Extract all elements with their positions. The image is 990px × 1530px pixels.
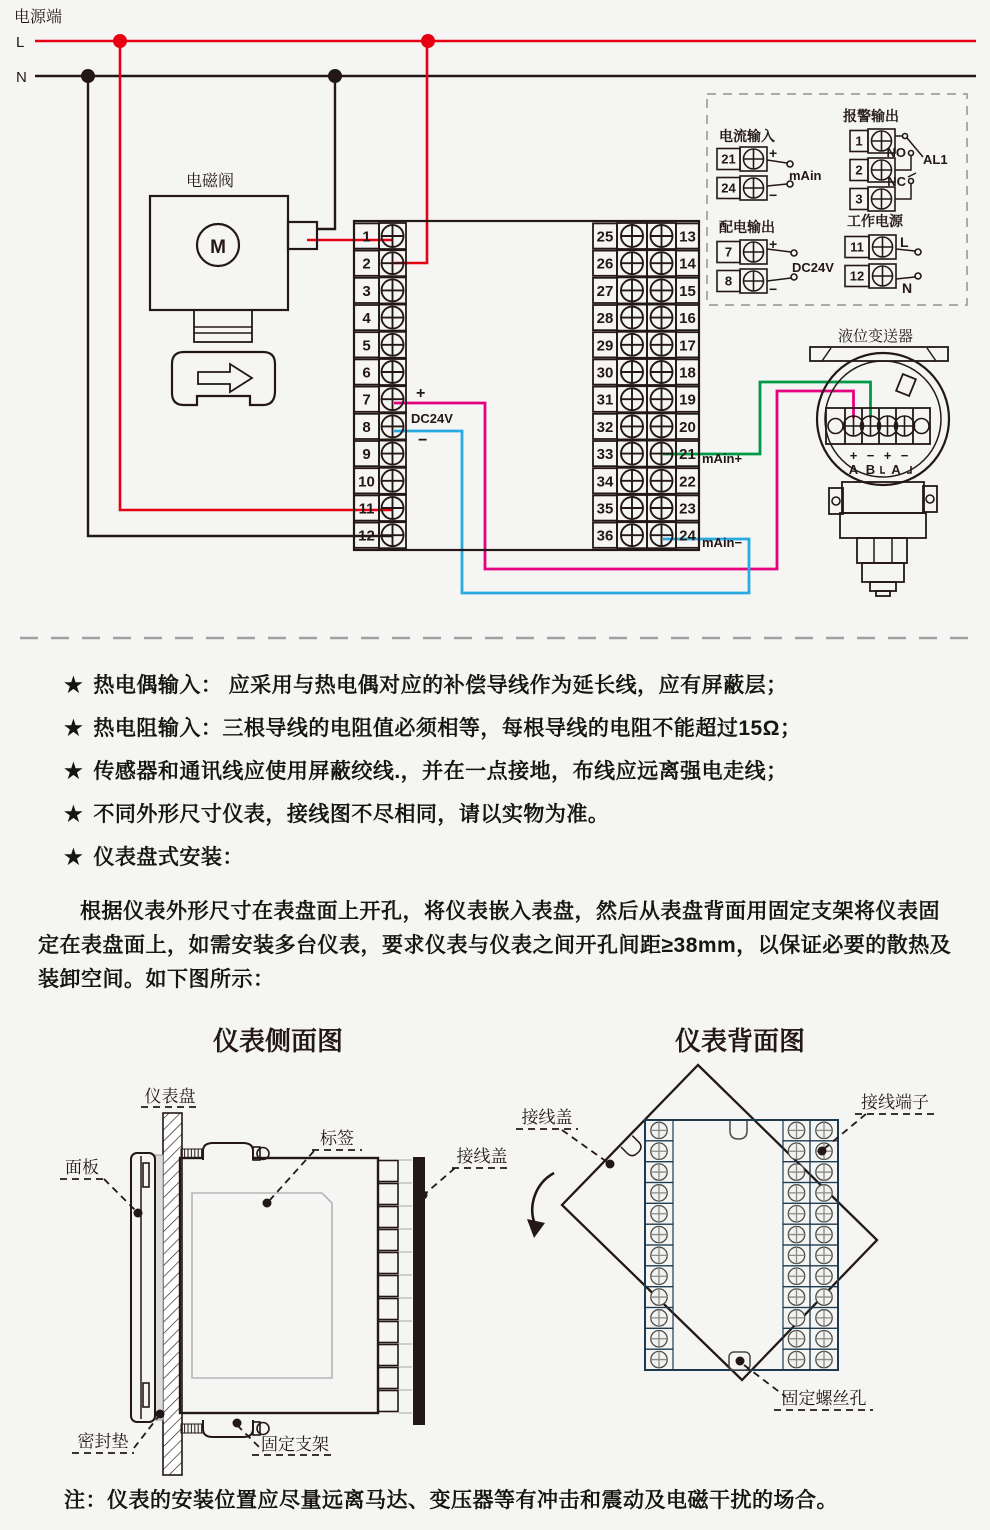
- terminal-number: 1: [362, 228, 371, 246]
- top-notch: [730, 1121, 747, 1139]
- rotate-arrow-icon: [532, 1173, 554, 1227]
- tx-minus2: −: [900, 448, 909, 463]
- terminal-number: 28: [596, 310, 614, 328]
- l-rail-label: L: [16, 34, 25, 51]
- wp-n: N: [902, 280, 913, 296]
- terminal-number: 12: [358, 527, 375, 545]
- note-line: [64, 715, 960, 742]
- label-area: [192, 1193, 332, 1378]
- note-text: 不同外形尺寸仪表，接线图不尽相同，请以实物为准。: [93, 803, 610, 826]
- terminal-number: 9: [362, 446, 371, 464]
- cover-notch: [621, 1136, 644, 1159]
- terminal-strip-left: [354, 223, 406, 548]
- terminal-row: [354, 250, 406, 276]
- terminal-number: 25: [596, 228, 614, 246]
- tx-a: A: [848, 462, 859, 477]
- terminal-number: 7: [362, 391, 371, 409]
- terminal-number: 3: [855, 191, 863, 207]
- terminal-number: 1: [855, 133, 863, 149]
- mount-bracket: [203, 1143, 253, 1160]
- terminal-number: 2: [362, 255, 371, 273]
- tag-label: 标签: [320, 1129, 354, 1148]
- dc-minus-label: −: [418, 432, 428, 449]
- terminal-number: 33: [596, 446, 614, 464]
- terminal-row: [717, 176, 767, 200]
- terminal-row: [593, 359, 699, 385]
- terminal-row: [354, 386, 406, 412]
- terminal-number: 21: [721, 151, 736, 167]
- terminal-row: [593, 332, 699, 358]
- terminal-row: [593, 468, 699, 494]
- footer-note: 注：仪表的安装位置应尽量远离马达、变压器等有冲击和震动及电磁干扰的场合。: [64, 1489, 838, 1512]
- terminal-number: 20: [679, 418, 696, 436]
- dc-plus-label: +: [416, 385, 426, 402]
- terminal-number: 36: [596, 527, 614, 545]
- junction-dot: [421, 34, 435, 48]
- solenoid-valve: [150, 172, 317, 405]
- terminal-number: 4: [362, 310, 371, 328]
- terminal-row: [593, 223, 699, 249]
- terminal-number: 27: [596, 282, 614, 300]
- terminal-number: 13: [679, 228, 696, 246]
- junction-dot: [81, 69, 95, 83]
- terminal-row: [354, 441, 406, 467]
- panel-label: 仪表盘: [144, 1087, 196, 1106]
- no-label: NO: [886, 145, 906, 160]
- transmitter-title: 液位变送器: [838, 328, 914, 345]
- terminal-row: [593, 413, 699, 439]
- terminal-number: 3: [362, 282, 371, 300]
- cover-label: 接线盖: [521, 1108, 573, 1127]
- front-bezel: [131, 1153, 155, 1422]
- terminal-row: [845, 264, 896, 288]
- terminal-row: [354, 305, 406, 331]
- screw-thread: [181, 1149, 203, 1158]
- level-transmitter: [810, 327, 949, 596]
- terminal-number: 6: [362, 364, 371, 382]
- install-header-text: 仪表盘式安装：: [93, 846, 244, 869]
- star-icon: ★: [64, 760, 84, 783]
- terminal-number: 7: [724, 244, 733, 260]
- terminal-number: 23: [679, 500, 696, 518]
- do-dc24v-label: DC24V: [792, 260, 834, 275]
- terminal-number: 15: [679, 282, 696, 300]
- dist-output-title: 配电输出: [719, 219, 775, 235]
- tx-plus1: +: [849, 448, 858, 463]
- terminal-row: [593, 441, 699, 467]
- bracket-label: 固定支架: [261, 1435, 329, 1454]
- instrument-body: [180, 1158, 378, 1413]
- motor-letter: M: [210, 237, 226, 258]
- terminal-row: [593, 495, 699, 521]
- terminal-row: [593, 386, 699, 412]
- terminal-number: 19: [679, 391, 696, 409]
- note-line: [64, 672, 960, 699]
- terminal-row: [354, 277, 406, 303]
- star-icon: ★: [64, 717, 84, 740]
- terminal-number: 29: [596, 337, 614, 355]
- wire-n-to-solenoid: [317, 76, 335, 229]
- terminal-number: 11: [850, 239, 864, 255]
- do-minus: −: [769, 281, 778, 297]
- front-panel-label: 面板: [65, 1158, 99, 1177]
- solenoid-connector: [288, 222, 317, 249]
- work-power-title: 工作电源: [847, 213, 903, 229]
- terminal-number: 8: [362, 418, 371, 436]
- io-panel: [707, 94, 967, 305]
- note-text: 传感器和通讯线应使用屏蔽绞线.，并在一点接地，布线应远离强电走线；: [93, 760, 788, 783]
- main-plus-label: mAin+: [702, 451, 743, 466]
- terminal-number: 2: [855, 162, 863, 178]
- terminal-strip-right: [593, 223, 699, 548]
- note-line: [64, 801, 960, 828]
- terminal-number: 14: [679, 255, 696, 273]
- side-view-diagram: [60, 1027, 512, 1475]
- gasket-label: 密封垫: [77, 1432, 129, 1451]
- note-text: 热电偶输入： 应采用与热电偶对应的补偿导线作为延长线，应有屏蔽层；: [93, 674, 788, 697]
- side-view-title: 仪表侧面图: [212, 1027, 344, 1056]
- junction-dot: [113, 34, 127, 48]
- notes-section: [0, 672, 990, 997]
- terminal-row: [354, 468, 406, 494]
- screw-thread: [181, 1424, 203, 1433]
- terminal-number: 34: [596, 473, 614, 491]
- nc-label: NC: [887, 174, 906, 189]
- terminal-row: [593, 277, 699, 303]
- ci-main-label: mAin: [789, 168, 822, 183]
- back-terminal-columns: [645, 1120, 838, 1370]
- wp-l: L: [900, 234, 909, 250]
- terminal-number: 30: [596, 364, 614, 382]
- back-view-title: 仪表背面图: [674, 1027, 806, 1056]
- terminal-row: [717, 147, 767, 171]
- star-icon: ★: [64, 674, 84, 697]
- note-line: [64, 758, 960, 785]
- install-paragraph: 根据仪表外形尺寸在表盘面上开孔，将仪表嵌入表盘，然后从表盘背面用固定支架将仪表固定在表盘面上，如需安装多台仪表，要求仪表与仪表之间开孔间距≥38mm，以保证必要的散热及装卸空间。如下图所示：: [38, 900, 952, 991]
- terminal-number: 10: [358, 473, 375, 491]
- terminal-number: 17: [679, 337, 696, 355]
- terminal-number: 22: [679, 473, 696, 491]
- star-icon: ★: [64, 846, 84, 869]
- terminal-number: 24: [679, 527, 696, 545]
- junction-dot: [328, 69, 342, 83]
- terminal-row: [354, 359, 406, 385]
- terminal-row: [354, 495, 406, 521]
- terminal-number: 32: [596, 418, 614, 436]
- terminal-row: [845, 235, 896, 259]
- dc24v-label: DC24V: [411, 411, 453, 426]
- terminal-number: 31: [596, 391, 614, 409]
- terminal-number: 24: [721, 180, 736, 196]
- terminal-comb: [378, 1160, 412, 1413]
- terminal-row: [850, 187, 895, 211]
- terminal-number: 5: [362, 337, 371, 355]
- terminal-row: [593, 522, 699, 548]
- al1-label: AL1: [923, 152, 948, 167]
- terminal-number: 16: [679, 310, 696, 328]
- terminal-number: 8: [724, 273, 733, 289]
- flow-arrow-icon: [198, 364, 252, 392]
- alarm-output-title: 报警输出: [843, 108, 899, 124]
- solenoid-label: 电磁阀: [186, 173, 235, 190]
- installation-diagrams: [0, 1010, 990, 1485]
- ci-minus: −: [769, 187, 778, 203]
- wiring-diagram: [0, 0, 990, 650]
- terminal-row: [717, 269, 767, 293]
- wire-l-to-terminal11: [120, 41, 392, 510]
- n-rail-label: N: [16, 69, 27, 86]
- star-icon: ★: [64, 803, 84, 826]
- terminal-number: 18: [679, 364, 696, 382]
- cover-label: 接线盖: [456, 1147, 508, 1166]
- terminal-row: [717, 240, 767, 264]
- install-header: [64, 844, 960, 871]
- screw-hole-label: 固定螺丝孔: [781, 1389, 867, 1408]
- ci-plus: +: [769, 145, 778, 161]
- terminal-number: 21: [679, 446, 696, 464]
- tx-plus2: +: [883, 448, 892, 463]
- valve-neck: [194, 310, 252, 342]
- terminals-label: 接线端子: [861, 1093, 929, 1112]
- do-plus: +: [769, 236, 778, 252]
- terminal-row: [354, 332, 406, 358]
- wire-n-to-terminal12: [88, 76, 392, 536]
- terminal-number: 35: [596, 500, 614, 518]
- back-view-diagram: [516, 1027, 934, 1410]
- main-minus-label: mAin−: [702, 535, 743, 550]
- terminal-row: [354, 223, 406, 249]
- power-terminal-label: 电源端: [14, 9, 63, 26]
- current-input-title: 电流输入: [719, 128, 775, 144]
- gasket: [155, 1155, 163, 1420]
- tx-a2: A: [891, 462, 901, 477]
- tx-b: B: [865, 462, 876, 477]
- terminal-number: 26: [596, 255, 614, 273]
- terminal-row: [354, 413, 406, 439]
- tx-minus1: −: [866, 448, 875, 463]
- note-text: 热电阻输入：三根导线的电阻值必须相等，每根导线的电阻不能超过15Ω；: [93, 717, 802, 740]
- terminal-number: 12: [849, 268, 865, 284]
- terminal-row: [593, 305, 699, 331]
- terminal-number: 11: [358, 500, 375, 518]
- terminal-row: [593, 250, 699, 276]
